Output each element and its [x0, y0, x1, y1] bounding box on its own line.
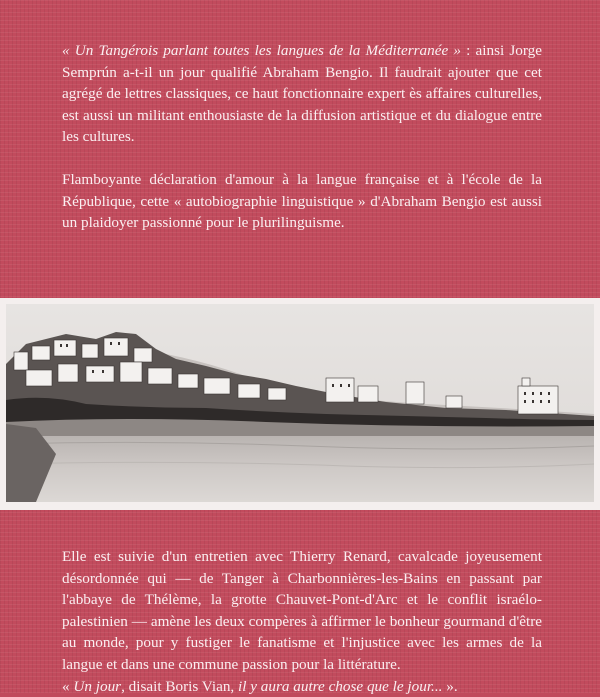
vian-quote-open: «: [62, 677, 74, 695]
intro-paragraph: [62, 40, 542, 148]
photo-band: [0, 298, 600, 510]
vian-quote-mid: , disait Boris Vian,: [121, 677, 239, 695]
tangier-bay-image: [6, 304, 594, 502]
intro-rest: : ainsi Jorge Semprún a-t-il un jour qualifié Abraham Bengio. Il faudrait ajouter que cet agrégé de lettres classiques, ce haut fonctionnaire expert ès affaires culturelles, est aussi un militant enthousiaste de la diffusion artistique et du dialogue entre les cultures.: [62, 42, 542, 146]
interview-paragraph: [62, 546, 542, 697]
quote-tangerois: « Un Tangérois parlant toutes les langues de la Méditerranée »: [62, 42, 461, 59]
declaration-paragraph: Flamboyante déclaration d'amour à la langue française et à l'école de la République, cette « autobiographie linguistique » d'Abraham Bengio est aussi un plaidoyer passionné pour le plurilinguisme.: [62, 170, 542, 232]
top-text-block: [62, 40, 542, 234]
bottom-text-block: [62, 546, 542, 697]
vian-quote-close: ».: [442, 677, 458, 695]
interview-body: Elle est suivie d'un entretien avec Thierry Renard, cavalcade joyeusement désordonnée qui — de Tanger à Charbonnières-les-Bains en passant par l'abbaye de Thélème, la grotte Chauvet-Pont-d'Arc et le conflit israélo-palestinien — amène les deux compères à affirmer le bonheur gourmand d'être au monde, pour y fustiger le fanatisme et l'injustice avec les armes de la langue et dans une commune passion pour la littérature.: [62, 548, 542, 673]
tangier-photo: [6, 304, 594, 502]
vian-quote-italic-2: il y aura autre chose que le jour...: [238, 677, 443, 695]
vian-quote-italic-1: Un jour: [73, 677, 122, 695]
